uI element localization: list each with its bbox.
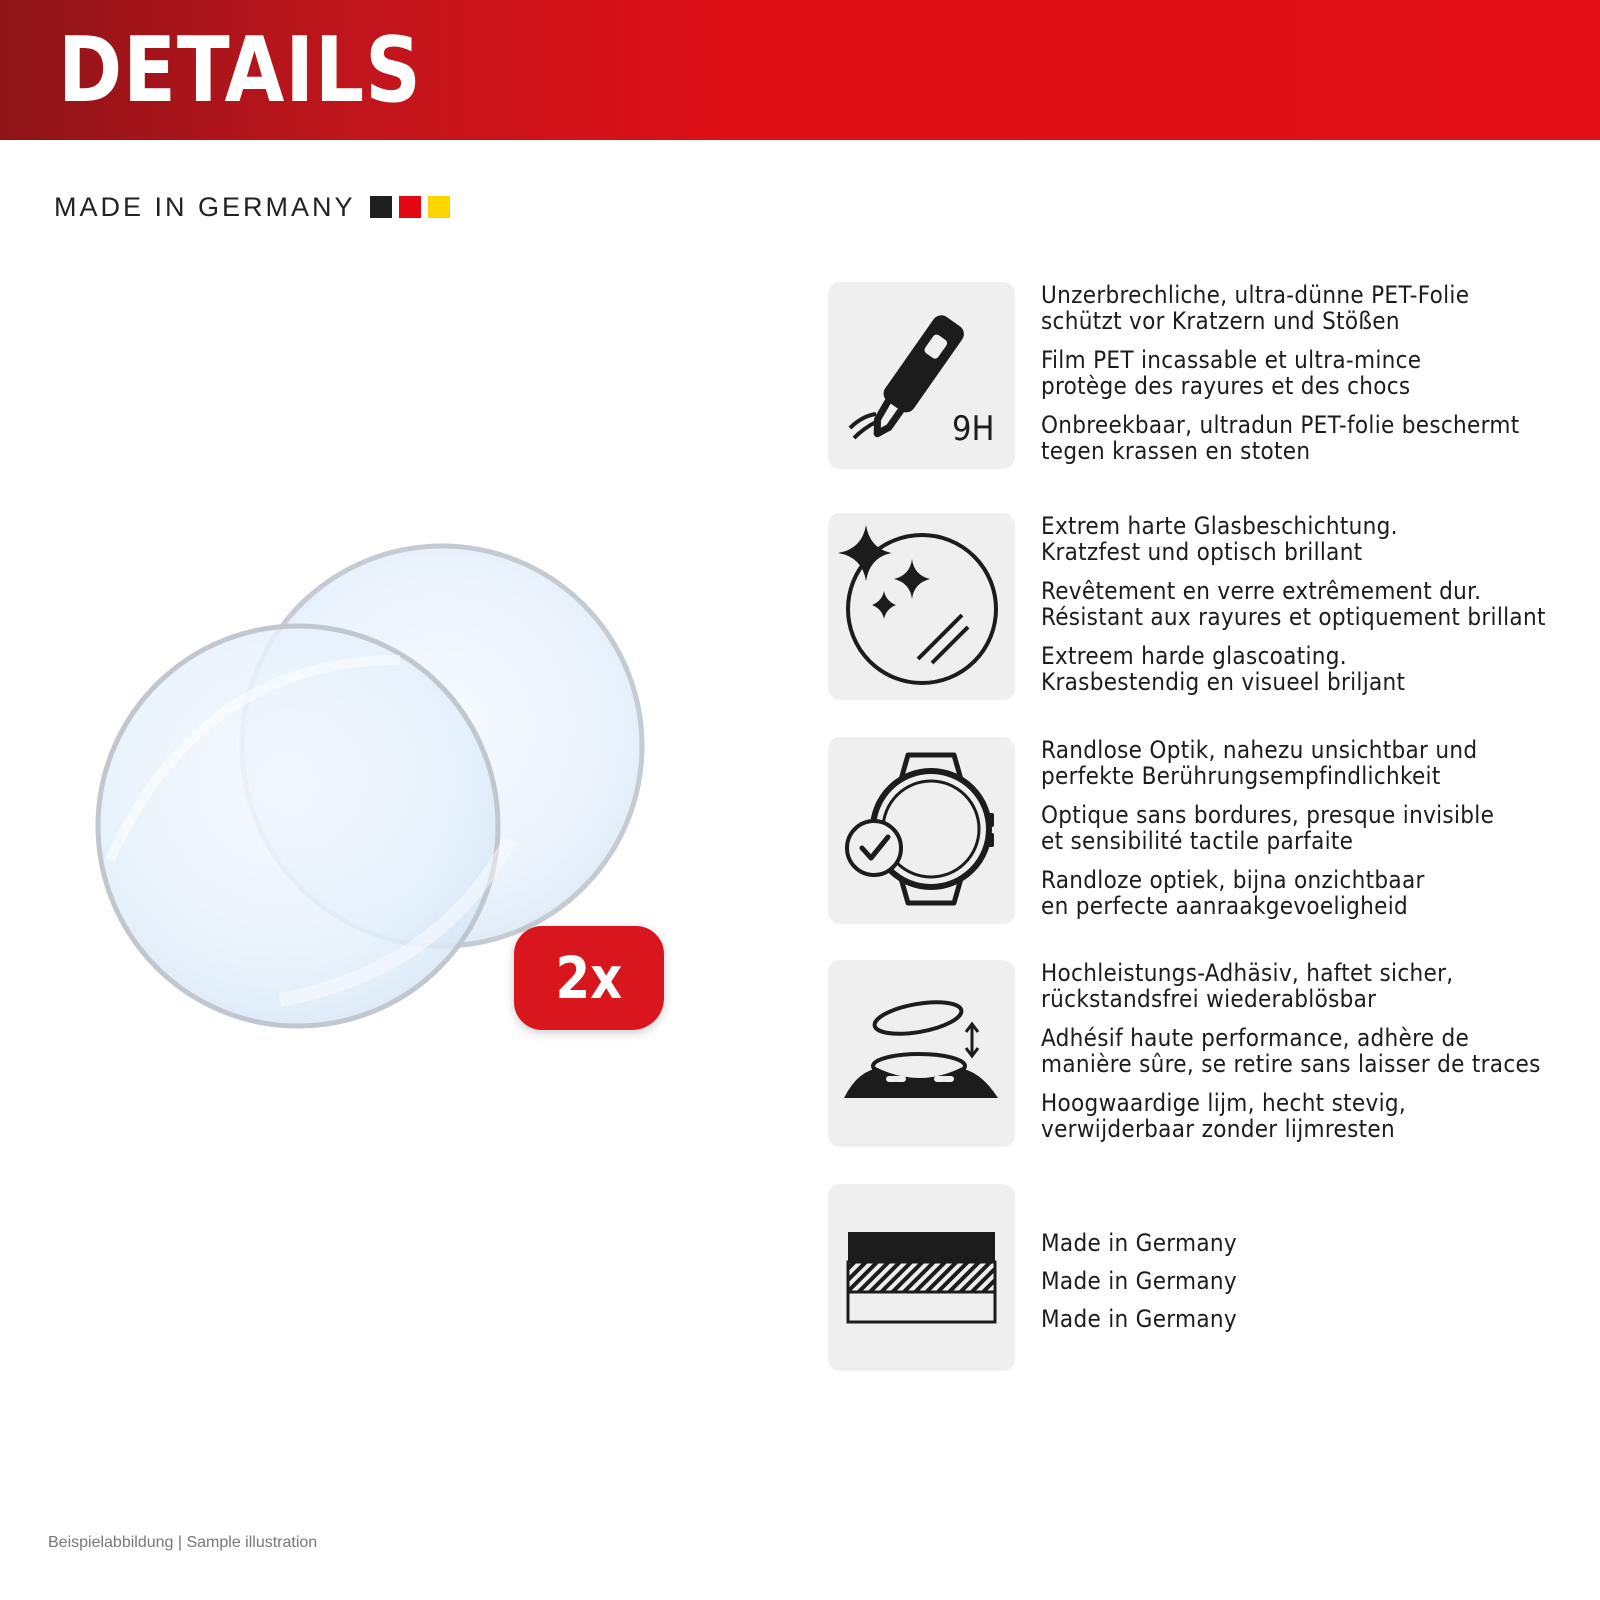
page-title: DETAILS [58, 18, 422, 123]
feature-text [1041, 1224, 1581, 1338]
hardness-label: 9H [952, 409, 995, 449]
feature-line: Made in Germany [1041, 1305, 1237, 1333]
feature-line: en perfecte aanraakgevoeligheid [1041, 892, 1409, 920]
feature-line: manière sûre, se retire sans laisser de traces [1041, 1050, 1541, 1078]
feature-line: rückstandsfrei wiederablösbar [1041, 985, 1377, 1013]
feature-line: Optique sans bordures, presque invisible [1041, 801, 1495, 829]
feature-line: Made in Germany [1041, 1229, 1237, 1257]
feature-line: Kratzfest und optisch brillant [1041, 538, 1363, 566]
feature-line: schützt vor Kratzern und Stößen [1041, 307, 1400, 335]
feature-text [1041, 282, 1581, 464]
feature-text [1041, 737, 1581, 919]
feature-line: Extreem harde glascoating. [1041, 642, 1347, 670]
flag-square-black [370, 196, 392, 218]
watch-check-icon-box [828, 737, 1015, 924]
feature-text [1041, 960, 1581, 1142]
watch-check-icon [828, 737, 1015, 924]
scalpel-9h-icon [828, 282, 1015, 469]
feature-line: Extrem harte Glasbeschichtung. [1041, 512, 1398, 540]
feature-line: Onbreekbaar, ultradun PET-folie beschermt [1041, 411, 1520, 439]
feature-text [1041, 513, 1581, 695]
adhesive-watch-icon [828, 960, 1015, 1147]
germany-flag-icon-box [828, 1184, 1015, 1371]
quantity-badge [514, 926, 664, 1030]
protector-disc-front [98, 626, 498, 1026]
feature-line: Hoogwaardige lijm, hecht stevig, [1041, 1089, 1407, 1117]
feature-line: Film PET incassable et ultra-mince [1041, 346, 1422, 374]
made-in-germany-line [54, 190, 450, 224]
flag-square-red [399, 196, 421, 218]
feature-line: Krasbestendig en visueel briljant [1041, 668, 1406, 696]
feature-line: Adhésif haute performance, adhère de [1041, 1024, 1470, 1052]
quantity-badge-label: 2x [555, 944, 623, 1012]
header-banner [0, 0, 1600, 140]
germany-flag-icon [828, 1184, 1015, 1371]
feature-line: Made in Germany [1041, 1267, 1237, 1295]
feature-line: Revêtement en verre extrêmement dur. [1041, 577, 1482, 605]
adhesive-watch-icon-box [828, 960, 1015, 1147]
sample-illustration-note: Beispielabbildung | Sample illustration [48, 1534, 318, 1551]
feature-line: Hochleistungs-Adhäsiv, haftet sicher, [1041, 959, 1454, 987]
feature-line: Unzerbrechliche, ultra-dünne PET-Folie [1041, 281, 1470, 309]
feature-line: perfekte Berührungsempfindlichkeit [1041, 762, 1441, 790]
feature-line: Randlose Optik, nahezu unsichtbar und [1041, 736, 1478, 764]
made-in-germany-label: MADE IN GERMANY [54, 191, 356, 222]
feature-line: verwijderbaar zonder lijmresten [1041, 1115, 1395, 1143]
sparkle-lens-icon [828, 513, 1015, 700]
scalpel-9h-icon-box [828, 282, 1015, 469]
feature-line: tegen krassen en stoten [1041, 437, 1311, 465]
feature-line: Randloze optiek, bijna onzichtbaar [1041, 866, 1425, 894]
feature-line: protège des rayures et des chocs [1041, 372, 1411, 400]
feature-line: Résistant aux rayures et optiquement brillant [1041, 603, 1546, 631]
sparkle-lens-icon-box [828, 513, 1015, 700]
feature-line: et sensibilité tactile parfaite [1041, 827, 1354, 855]
flag-square-gold [428, 196, 450, 218]
